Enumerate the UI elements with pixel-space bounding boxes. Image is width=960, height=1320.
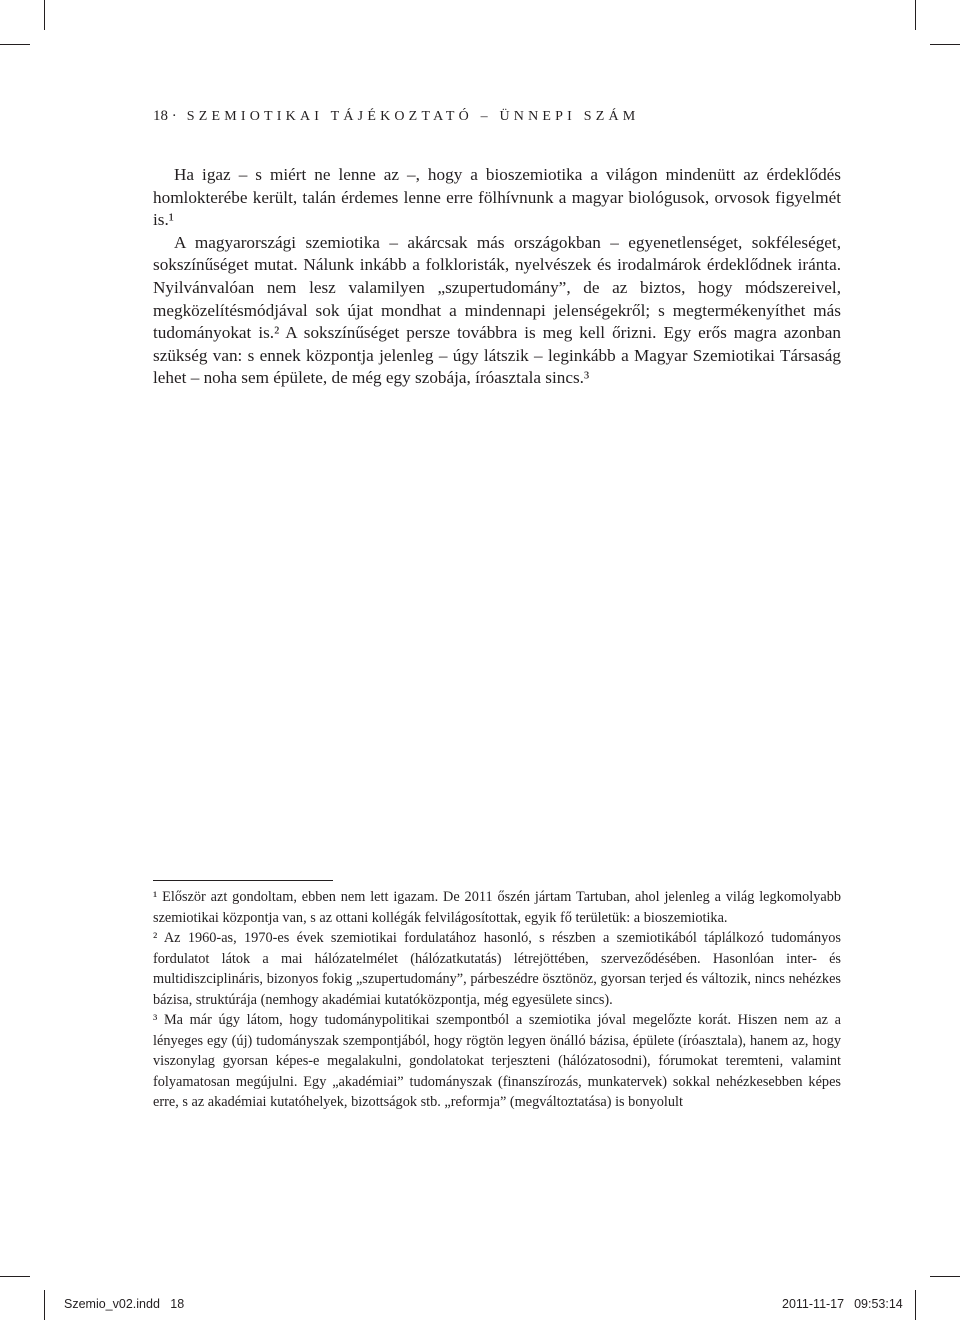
footnote-2: ² Az 1960-as, 1970-es évek szemiotikai fordulatához hasonló, s részben a szemiotikából táplálkozó tudományos fordulatot látok a mai hálózatelmélet (hálózatkutatás) létrejöttében, szerveződésében. Hasonlóan inter- és multidiszciplináris, bizonyos fokig „szupertudomány”, párbeszédre ösztönöz, gyorsan terjed és változik, nincs nehézkes bázisa, struktúrája (nemhogy akadémiai kutatóközpontja, még egyesülete sincs). (153, 930, 841, 1008)
slug-time: 09:53:14 (854, 1297, 903, 1311)
crop-mark-left-bottom (0, 1276, 30, 1277)
body-paragraph-1: Ha igaz – s miért ne lenne az –, hogy a bioszemiotika a világon mindenütt az érdeklődés homlokterébe került, talán érdemes lenne erre fölhívnunk a magyar biológusok, orvosok figyelmét is.¹ (153, 165, 841, 230)
page-number: 18 · (153, 108, 177, 124)
body-text (153, 164, 841, 390)
footnote-1: ¹ Először azt gondoltam, ebben nem lett igazam. De 2011 őszén jártam Tartuban, ahol jelenleg a világ legkomolyabb szemiotikai központja van, s az ottani kollégák felvilágosítottak, egyik fő területük: a bioszemiotika. (153, 889, 841, 926)
crop-mark-top-right (915, 0, 916, 30)
footnote-3: ³ Ma már úgy látom, hogy tudománypolitikai szempontból a szemiotika jóval megelőzte korát. Hiszen nem az a lényeges egy (új) tudományszak szempontjából, hogy rögtön legyen önálló bázisa, épülete (íróasztala), hanem az, hogy viszonylag gyorsan képes-e megalakulni, gondolatokat terjeszteni (hálózatosodni), fórumokat teremteni, valamint folyamatosan megújulni. Egy „akadémiai” tudományszak (finanszírozás, munkatervek) sokkal nehézkesebben képes erre, s az akadémiai kutatóhelyek, bizottságok stb. „reformja” (megváltoztatása) is bonyolult (153, 1012, 841, 1110)
footnotes (153, 887, 841, 1113)
crop-mark-right-bottom (930, 1276, 960, 1277)
crop-mark-top-left (44, 0, 45, 30)
footnote-separator (153, 880, 333, 881)
running-head (153, 106, 843, 127)
crop-mark-bottom-left (44, 1290, 45, 1320)
crop-mark-bottom-right (915, 1290, 916, 1320)
slug-date: 2011-11-17 (782, 1297, 845, 1311)
crop-mark-right-top (930, 44, 960, 45)
body-paragraph-2: A magyarországi szemiotika – akárcsak más országokban – egyenetlenséget, sokféleséget, sokszínűséget mutat. Nálunk inkább a folkloristák, nyelvészek és irodalmárok érdeklődnek iránta. Nyilvánvalóan nem lesz valamilyen „szupertudomány”, de az biztos, hogy módszereivel, megközelítésmódjával sok újat mondhat a mindennapi jelenségekről; s megtermékenyíthet más tudományokat is.² A sokszínűséget persze továbbra is meg kell őrizni. Egy erős magra azonban szükség van: s ennek központja jelenleg – úgy látszik – leginkább a Magyar Szemiotikai Társaság lehet – noha sem épülete, de még egy szobája, íróasztala sincs.³ (153, 232, 841, 388)
slug-file-name: Szemio_v02.indd 18 (64, 1297, 185, 1311)
journal-title: SZEMIOTIKAI TÁJÉKOZTATÓ – ÜNNEPI SZÁM (186, 109, 640, 124)
crop-mark-left-top (0, 44, 30, 45)
slug-timestamp (782, 1296, 903, 1312)
